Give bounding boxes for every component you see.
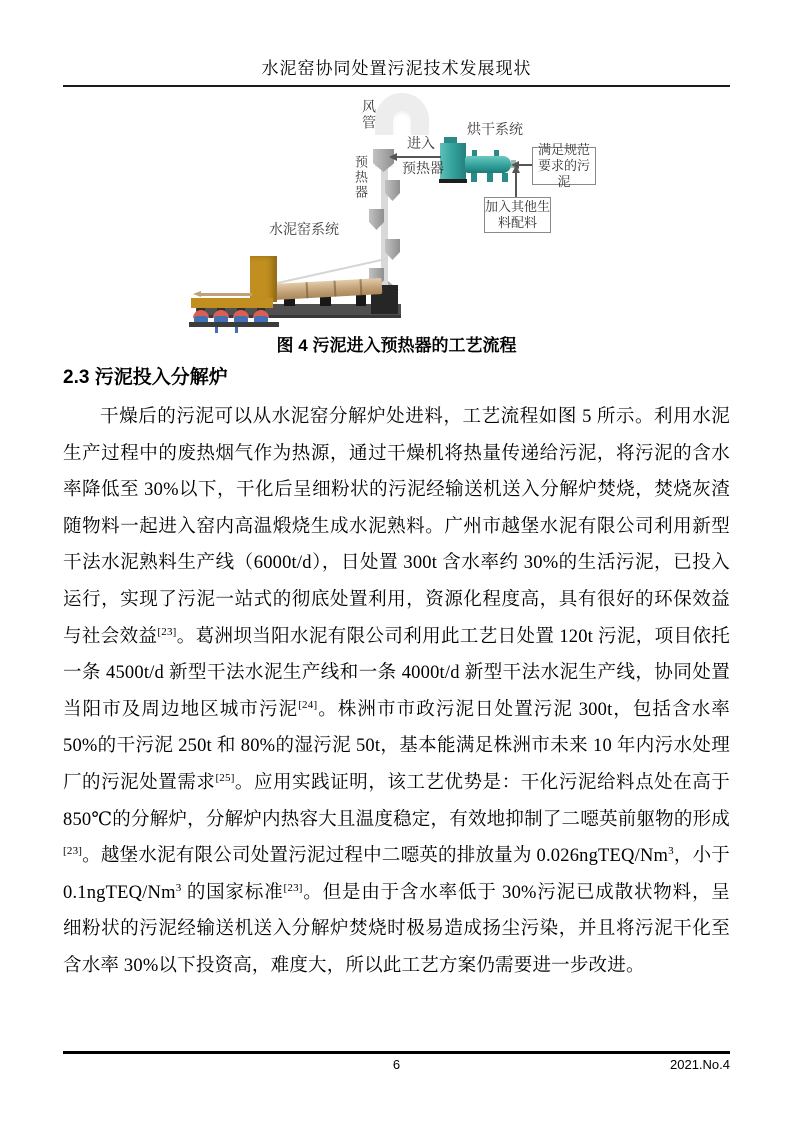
kiln-system-label: 水泥窑系统 [269,223,339,238]
rotary-kiln [274,278,383,300]
dryer-base [439,179,467,183]
sludge-requirement-box [532,142,596,189]
burner-pipe [200,293,252,296]
burner-tip [193,291,201,297]
sludge-to-dryer-arrow [519,164,533,166]
issue-label: 2021.No.4 [670,1057,730,1072]
page-header [63,56,730,87]
footer-row [63,1057,730,1075]
enter-label: 进入 [407,137,435,152]
kiln-head [250,256,277,302]
cooler-base [189,322,279,327]
preheater-tower-label: 预热器 [353,155,368,200]
section-heading-2-3: 2.3 污泥投入分解炉 [63,367,228,388]
arrow-head-up-icon [512,165,520,173]
footer-rule [63,1051,730,1054]
cooler-drip [215,327,218,333]
figure-4-diagram [63,93,730,336]
clinker-cooler [191,298,273,308]
page-number: 6 [392,1057,401,1072]
body-paragraph: 干燥后的污泥可以从水泥窑分解炉处进料，工艺流程如图 5 所示。利用水泥生产过程中的废热烟气作为热源，通过干燥机将热量传递给污泥，将污泥的含水率降低至 30%以下，干化后呈细粉状的污泥经输送机送入分解炉焚烧，焚烧灰渣随物料一起进入窑内高温煅烧生成水泥熟料。广州市越堡水泥有限公司利用新型干法水泥熟料生产线（6000t/d），日处置 300t 含水率约 30%的生活污泥，已投入运行，实现了污泥一站式的彻底处置利用，资源化程度高，具有很好的环保效益与社会效益[23]。葛洲坝当阳水泥有限公司利用此工艺日处置 120t 污泥，项目依托一条 4500t/d 新型干法水泥生产线和一条 4000t/d 新型干法水泥生产线，协同处置当阳市及周边地区城市污泥[24]。株洲市市政污泥日处置污泥 300t，包括含水率 50%的干污泥 250t 和 80%的湿污泥 50t，基本能满足株洲市未来 10 年内污水处理厂的污泥处置需求[25]。应用实践证明，该工艺优势是：干化污泥给料点处在高于 850℃的分解炉，分解炉内热容大且温度稳定，有效地抑制了二噁英前躯物的形成[23]。越堡水泥有限公司处置污泥过程中二噁英的排放量为 0.026ngTEQ/Nm$^3$，小于 0.1ngTEQ/Nm$^3$ 的国家标准[23]。但是由于含水率低于 30%污泥已成散状物料，呈细粉状的污泥经输送机送入分解炉焚烧时极易造成扬尘污染，并且将污泥干化至含水率 30%以下投资高，难度大，所以此工艺方案仍需要进一步改进。 [63,407,731,976]
arrow-head-left-icon [389,153,397,161]
dryer-drum [465,156,511,173]
air-duct-label: 风管 [360,99,375,131]
enter-preheater-arrow [397,156,441,158]
drying-system-label: 烘干系统 [467,123,523,138]
dryer-stub [472,150,477,156]
kiln-ring [360,279,363,295]
sludge-requirement-label: 满足规范要求的污泥 [537,142,590,189]
preheater-label: 预热器 [402,162,444,177]
cooler-drip [235,327,238,333]
header-rule [63,85,730,87]
air-duct-pipe [375,93,429,135]
kiln-ring [334,281,337,297]
raw-material-arrow [515,172,517,198]
dryer-leg [487,173,493,182]
raw-material-box [484,197,551,233]
kiln-ring [306,282,309,298]
dryer-stub [494,150,499,156]
dryer-leg [471,173,477,182]
page-footer [63,1051,730,1075]
figure-4-caption: 图 4 污泥进入预热器的工艺流程 [276,336,517,355]
dryer-leg [502,173,508,182]
running-head-title: 水泥窑协同处置污泥技术发展现状 [261,59,532,78]
raw-material-label: 加入其他生料配料 [485,199,551,230]
